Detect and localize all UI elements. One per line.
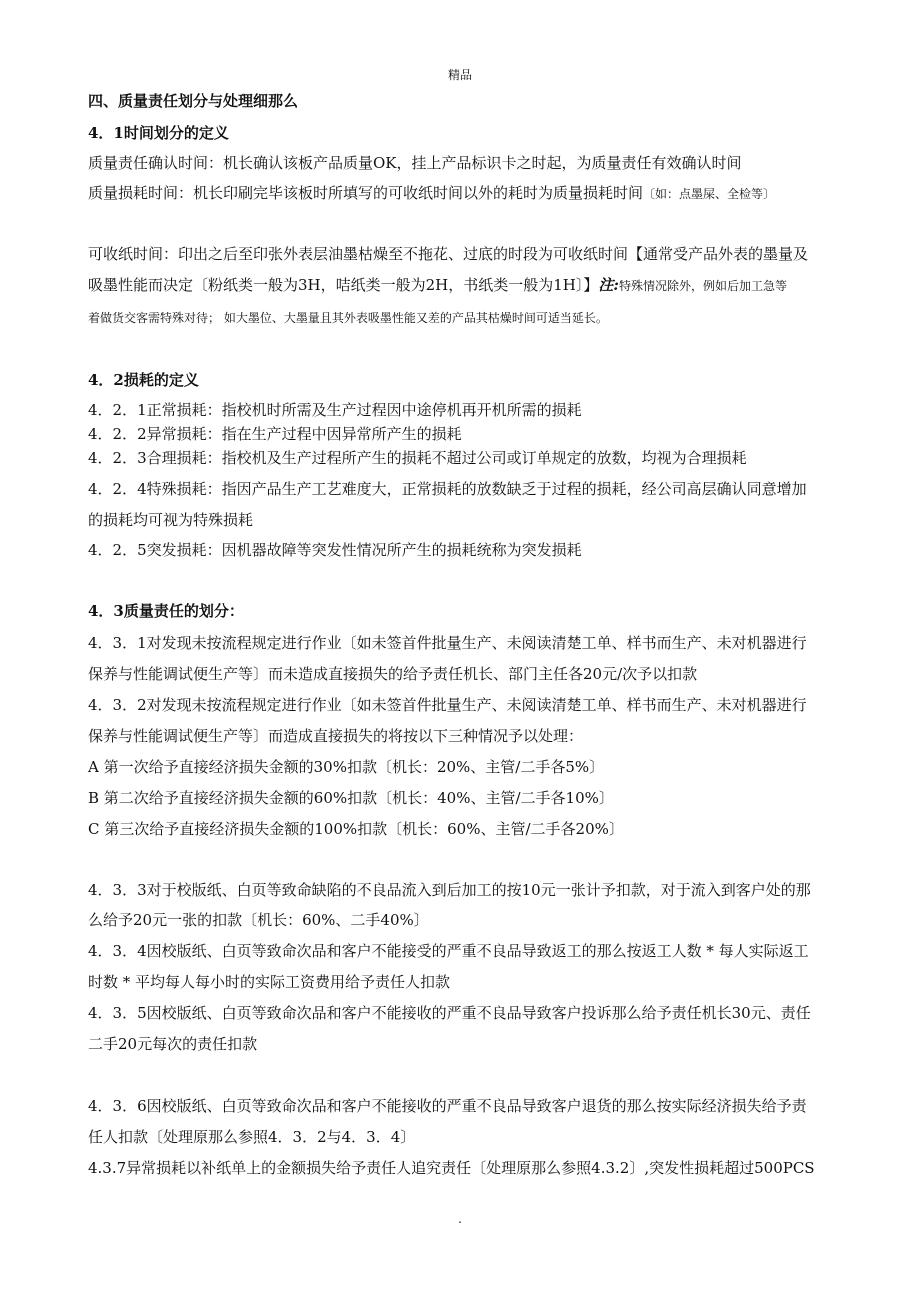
heading-4-2: 4．2损耗的定义 bbox=[88, 371, 199, 389]
inline-note: 〔如：点墨屎、全检等〕 bbox=[643, 187, 776, 201]
list-item: B 第二次给予直接经济损失金额的60%扣款〔机长：40%、主管/二手各10%〕 bbox=[88, 789, 614, 807]
list-item: 4．2．2异常损耗：指在生产过程中因异常所产生的损耗 bbox=[88, 425, 462, 443]
note-label: 注: bbox=[598, 276, 619, 294]
paragraph-line bbox=[88, 275, 880, 296]
list-item: A 第一次给予直接经济损失金额的30%扣款〔机长：20%、主管/二手各5%〕 bbox=[88, 758, 605, 776]
list-item: 时数 * 平均每人每小时的实际工资费用给予责任人扣款 bbox=[88, 973, 451, 991]
heading-4-1: 4．1时间划分的定义 bbox=[88, 124, 229, 142]
list-item: 4．2．1正常损耗：指校机时所需及生产过程因中途停机再开机所需的损耗 bbox=[88, 401, 582, 419]
heading-4-3: 4．3质量责任的划分： bbox=[88, 602, 244, 620]
inline-note: 特殊情况除外，例如后加工急等 bbox=[618, 279, 787, 293]
text-span: 质量损耗时间：机长印刷完毕该板时所填写的可收纸时间以外的耗时为质量损耗时间 bbox=[88, 184, 644, 202]
section-title: 四、质量责任划分与处理细那么 bbox=[88, 92, 299, 110]
list-item: 4．2．3合理损耗：指校机及生产过程所产生的损耗不超过公司或订单规定的放数，均视为合理损耗 bbox=[88, 449, 747, 467]
list-item: 4.3.7异常损耗以补纸单上的金额损失给予责任人追究责任〔处理原那么参照4.3.2〕,突发性损耗超过500PCS bbox=[88, 1159, 815, 1177]
paragraph-line bbox=[88, 183, 880, 204]
list-item: 保养与性能调试便生产等〕而未造成直接损失的给予责任机长、部门主任各20元/次予以扣款 bbox=[88, 665, 698, 683]
list-item: 任人扣款〔处理原那么参照4．3．2与4．3．4〕 bbox=[88, 1128, 416, 1146]
list-item: 4．3．1对发现未按流程规定进行作业〔如未签首件批量生产、未阅读清楚工单、样书而生产、未对机器进行 bbox=[88, 634, 807, 652]
page-footer-dot: . bbox=[458, 1212, 462, 1226]
list-item: 4．2．5突发损耗：因机器故障等突发性情况所产生的损耗统称为突发损耗 bbox=[88, 541, 582, 559]
list-item: 4．3．6因校版纸、白页等致命次品和客户不能接收的严重不良品导致客户退货的那么按实际经济损失给予责 bbox=[88, 1097, 807, 1115]
list-item: 4．3．3对于校版纸、白页等致命缺陷的不良品流入到后加工的按10元一张计予扣款，对于流入到客户处的那 bbox=[88, 881, 811, 899]
list-item: 二手20元每次的责任扣款 bbox=[88, 1035, 258, 1053]
list-item: C 第三次给予直接经济损失金额的100%扣款〔机长：60%、主管/二手各20%〕 bbox=[88, 820, 624, 838]
list-item: 4．2．4特殊损耗：指因产品生产工艺难度大，正常损耗的放数缺乏于过程的损耗，经公司高层确认同意增加 bbox=[88, 480, 807, 498]
paragraph-line: 质量责任确认时间：机长确认该板产品质量OK，挂上产品标识卡之时起，为质量责任有效确认时间 bbox=[88, 154, 742, 172]
paragraph-line: 可收纸时间：印出之后至印张外表层油墨枯燥至不拖花、过底的时段为可收纸时间【通常受产品外表的墨量及 bbox=[88, 245, 809, 263]
list-item: 4．3．2对发现未按流程规定进行作业〔如未签首件批量生产、未阅读清楚工单、样书而生产、未对机器进行 bbox=[88, 696, 807, 714]
page-header: 精品 bbox=[447, 68, 472, 82]
text-span: 吸墨性能而决定〔粉纸类一般为3H，咭纸类一般为2H，书纸类一般为1H〕】 bbox=[88, 276, 599, 294]
list-item: 4．3．5因校版纸、白页等致命次品和客户不能接收的严重不良品导致客户投诉那么给予责任机长30元、责任 bbox=[88, 1004, 811, 1022]
list-item: 么给予20元一张的扣款〔机长：60%、二手40%〕 bbox=[88, 911, 429, 929]
list-item: 保养与性能调试便生产等〕而造成直接损失的将按以下三种情况予以处理： bbox=[88, 727, 584, 745]
list-item: 的损耗均可视为特殊损耗 bbox=[88, 511, 254, 529]
paragraph-line: 着做货交客需特殊对待； 如大墨位、大墨量且其外表吸墨性能又差的产品其枯燥时间可适当延长。 bbox=[88, 311, 608, 325]
list-item: 4．3．4因校版纸、白页等致命次品和客户不能接受的严重不良品导致返工的那么按返工人数 * 每人实际返工 bbox=[88, 942, 809, 960]
